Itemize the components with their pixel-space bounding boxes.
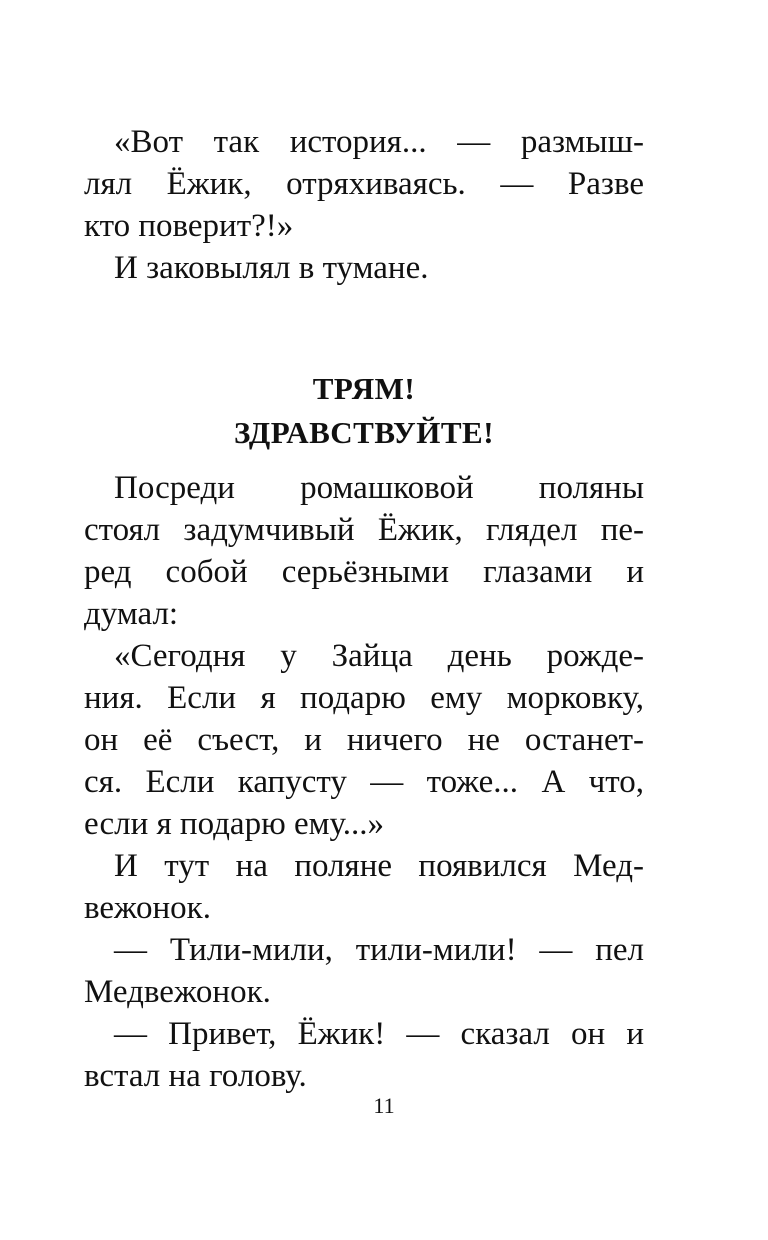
paragraph: [84, 467, 644, 635]
text-line: — Привет, Ёжик! — сказал он и: [114, 1016, 644, 1052]
paragraph: [84, 635, 644, 845]
page-body: [84, 121, 644, 1097]
section-spacer: [84, 289, 644, 367]
text-line: ред собой серьёзными глазами и: [84, 554, 644, 590]
text-line: кто поверит?!»: [84, 208, 294, 244]
text-line: — Тили-мили, тили-мили! — пел: [114, 932, 644, 968]
text-line: ся. Если капусту — тоже... А что,: [84, 764, 644, 800]
paragraph: [84, 247, 644, 289]
text-line: Медвежонок.: [84, 974, 271, 1010]
text-line: если я подарю ему...»: [84, 806, 384, 842]
text-line: ния. Если я подарю ему морковку,: [84, 680, 644, 716]
text-line: стоял задумчивый Ёжик, глядел пе-: [84, 512, 644, 548]
paragraph: [84, 1013, 644, 1097]
text-line: думал:: [84, 596, 179, 632]
chapter-title-line-1: ТРЯМ!: [312, 371, 416, 406]
paragraph: [84, 845, 644, 929]
text-line: «Сегодня у Зайца день рожде-: [114, 638, 644, 674]
text-line: лял Ёжик, отряхиваясь. — Разве: [84, 166, 644, 202]
text-line: встал на голову.: [84, 1058, 307, 1094]
paragraph: [84, 121, 644, 247]
text-line: вежонок.: [84, 890, 211, 926]
text-line: И заковылял в тумане.: [114, 250, 429, 286]
text-line: «Вот так история... — размыш-: [114, 124, 644, 160]
chapter-title-line-2: ЗДРАВСТВУЙТЕ!: [233, 415, 495, 450]
page-number: 11: [373, 1093, 395, 1118]
text-line: И тут на поляне появился Мед-: [114, 848, 644, 884]
text-line: Посреди ромашковой поляны: [114, 470, 644, 506]
paragraph: [84, 929, 644, 1013]
chapter-heading: [84, 367, 644, 455]
text-line: он её съест, и ничего не останет-: [84, 722, 644, 758]
